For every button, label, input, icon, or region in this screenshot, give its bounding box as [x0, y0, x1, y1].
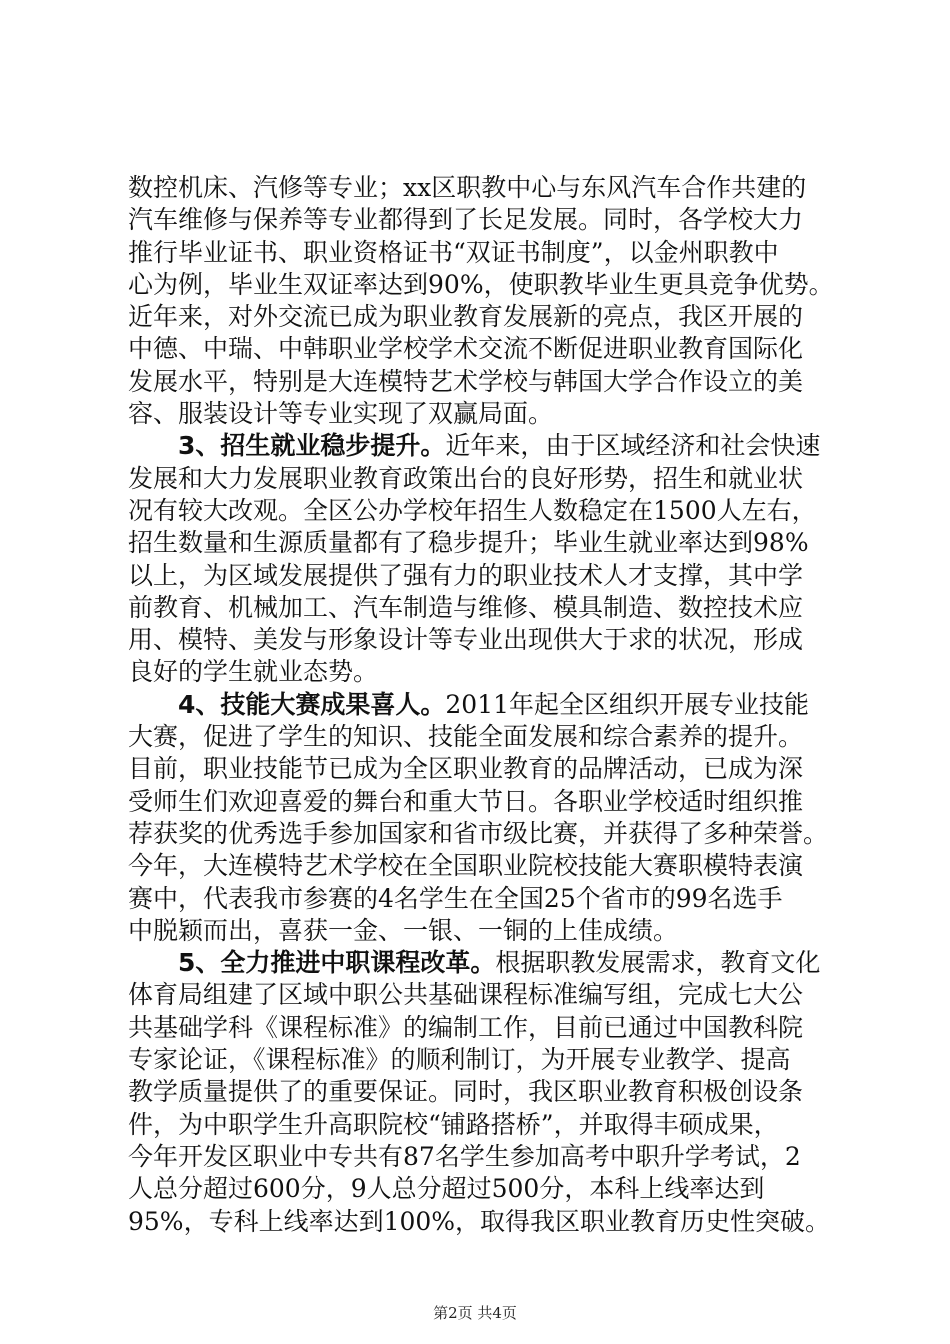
text-line: 人总分超过600分，9人总分超过500分，本科上线率达到	[128, 1174, 765, 1204]
text-line: 发展水平，特别是大连模特艺术学校与韩国大学合作设立的美	[128, 366, 804, 396]
text-line: 以上，为区域发展提供了强有力的职业技术人才支撑，其中学	[128, 560, 804, 590]
section-heading: 4、技能大赛成果喜人。	[178, 689, 446, 719]
text-line: 共基础学科《课程标准》的编制工作，目前已通过中国教科院	[128, 1012, 804, 1042]
section-heading: 5、全力推进中职课程改革。	[178, 948, 496, 978]
text-line: 95%，专科上线率达到100%，取得我区职业教育历史性突破。	[128, 1206, 831, 1236]
section-4-first-line	[128, 689, 828, 721]
text-line: 容、服装设计等专业实现了双赢局面。	[128, 399, 554, 429]
text-line: 目前，职业技能节已成为全区职业教育的品牌活动，已成为深	[128, 754, 804, 784]
text-line: 发展和大力发展职业教育政策出台的良好形势，招生和就业状	[128, 463, 804, 493]
section-5-first-line	[128, 947, 828, 979]
text-line: 专家论证，《课程标准》的顺利制订，为开展专业教学、提高	[128, 1045, 791, 1075]
text-line: 大赛，促进了学生的知识、技能全面发展和综合素养的提升。	[128, 722, 804, 752]
section-heading: 3、招生就业稳步提升。	[178, 431, 446, 461]
text-line: 件，为中职学生升高职院校“铺路搭桥”，并取得丰硕成果，	[128, 1109, 779, 1139]
text-line: 心为例，毕业生双证率达到90%，使职教毕业生更具竞争优势。	[128, 269, 834, 299]
text-line: 荐获奖的优秀选手参加国家和省市级比赛，并获得了多种荣誉。	[128, 818, 829, 848]
text-line: 受师生们欢迎喜爱的舞台和重大节日。各职业学校适时组织推	[128, 786, 804, 816]
text-line: 况有较大改观。全区公办学校年招生人数稳定在1500人左右，	[128, 495, 817, 525]
text-line: 中德、中瑞、中韩职业学校学术交流不断促进职业教育国际化	[128, 334, 804, 364]
text-line: 体育局组建了区域中职公共基础课程标准编写组，完成七大公	[128, 980, 804, 1010]
text-line: 今年开发区职业中专共有87名学生参加高考中职升学考试，2	[128, 1141, 801, 1171]
text-line: 赛中，代表我市参赛的4名学生在全国25个省市的99名选手	[128, 883, 783, 913]
page-footer	[0, 1302, 950, 1323]
section-text: 近年来，由于区域经济和社会快速	[445, 431, 821, 461]
text-line: 推行毕业证书、职业资格证书“双证书制度”，以金州职教中	[128, 237, 779, 267]
text-line: 招生数量和生源质量都有了稳步提升；毕业生就业率达到98%	[128, 528, 809, 558]
section-text: 2011年起全区组织开展专业技能	[445, 689, 810, 719]
text-line: 数控机床、汽修等专业；xx区职教中心与东风汽车合作共建的	[128, 173, 807, 202]
text-line: 用、模特、美发与形象设计等专业出现供大于求的状况，形成	[128, 625, 804, 655]
section-3-first-line	[128, 430, 828, 462]
text-line: 良好的学生就业态势。	[128, 657, 379, 687]
section-text: 根据职教发展需求，教育文化	[495, 948, 821, 978]
text-line: 中脱颖而出，喜获一金、一银、一铜的上佳成绩。	[128, 915, 679, 945]
text-line: 前教育、机械加工、汽车制造与维修、模具制造、数控技术应	[128, 592, 804, 622]
text-line: 教学质量提供了的重要保证。同时，我区职业教育积极创设条	[128, 1077, 804, 1107]
text-line: 汽车维修与保养等专业都得到了长足发展。同时，各学校大力	[128, 205, 804, 235]
text-line: 近年来，对外交流已成为职业教育发展新的亮点，我区开展的	[128, 302, 804, 332]
text-line: 今年，大连模特艺术学校在全国职业院校技能大赛职模特表演	[128, 851, 804, 881]
body-text	[128, 172, 834, 1238]
page-number: 第2页 共4页	[433, 1304, 517, 1322]
